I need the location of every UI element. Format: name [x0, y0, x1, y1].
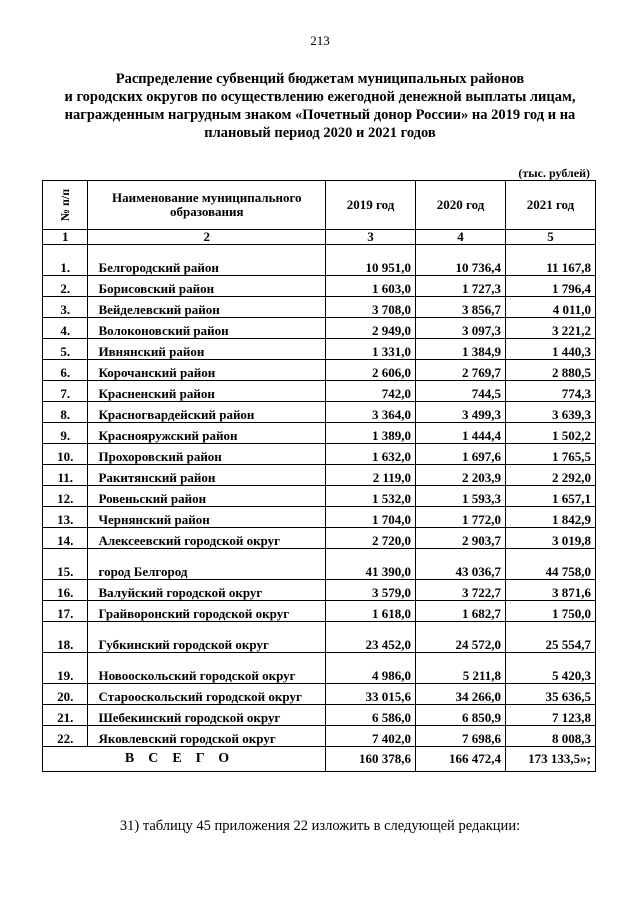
row-value-2021: 2 292,0: [505, 465, 595, 486]
row-value-2019: 3 579,0: [326, 580, 416, 601]
row-number: 3.: [43, 297, 88, 318]
row-name: Белгородский район: [88, 245, 326, 276]
row-number: 18.: [43, 622, 88, 653]
row-value-2020: 1 727,3: [416, 276, 506, 297]
title-line: Распределение субвенций бюджетам муниципальных районов: [115, 71, 525, 87]
table-row: [43, 444, 596, 465]
row-value-2021: 3 871,6: [505, 580, 595, 601]
row-value-2021: 25 554,7: [505, 622, 595, 653]
row-number: 21.: [43, 705, 88, 726]
row-value-2019: 1 618,0: [326, 601, 416, 622]
total-label: ВСЕГО: [43, 747, 326, 772]
table-row: [43, 507, 596, 528]
row-value-2019: 1 331,0: [326, 339, 416, 360]
row-number: 12.: [43, 486, 88, 507]
table-body: [43, 245, 596, 747]
row-number: 10.: [43, 444, 88, 465]
row-value-2021: 4 011,0: [505, 297, 595, 318]
row-value-2020: 1 772,0: [416, 507, 506, 528]
row-value-2019: 1 532,0: [326, 486, 416, 507]
row-value-2019: 2 720,0: [326, 528, 416, 549]
total-2021: 173 133,5»;: [505, 747, 595, 772]
row-number: 8.: [43, 402, 88, 423]
row-value-2019: 1 704,0: [326, 507, 416, 528]
total-2020: 166 472,4: [416, 747, 506, 772]
row-number: 22.: [43, 726, 88, 747]
table-row: [43, 423, 596, 444]
header-2020: 2020 год: [416, 181, 506, 230]
row-value-2021: 8 008,3: [505, 726, 595, 747]
row-value-2021: 44 758,0: [505, 549, 595, 580]
row-number: 2.: [43, 276, 88, 297]
row-name: Красногвардейский район: [88, 402, 326, 423]
row-number: 11.: [43, 465, 88, 486]
row-value-2021: 1 657,1: [505, 486, 595, 507]
row-value-2020: 1 444,4: [416, 423, 506, 444]
row-number: 6.: [43, 360, 88, 381]
table-row: [43, 339, 596, 360]
table-row: [43, 360, 596, 381]
row-value-2019: 2 606,0: [326, 360, 416, 381]
row-name: Корочанский район: [88, 360, 326, 381]
row-value-2019: 3 708,0: [326, 297, 416, 318]
row-value-2020: 7 698,6: [416, 726, 506, 747]
title-line: и городских округов по осуществлению ежегодной денежной выплаты лицам,: [64, 89, 576, 105]
row-value-2020: 3 097,3: [416, 318, 506, 339]
row-number: 4.: [43, 318, 88, 339]
header-num-label: № п/п: [58, 188, 73, 222]
header-name: Наименование муниципального образования: [88, 181, 326, 230]
header-num: [43, 181, 88, 230]
row-value-2020: 10 736,4: [416, 245, 506, 276]
row-value-2020: 1 384,9: [416, 339, 506, 360]
row-value-2021: 2 880,5: [505, 360, 595, 381]
table-row: [43, 486, 596, 507]
row-value-2021: 5 420,3: [505, 653, 595, 684]
title-line: плановый период 2020 и 2021 годов: [204, 125, 436, 141]
units-label: (тыс. рублей): [518, 166, 590, 180]
row-name: Краснояружский район: [88, 423, 326, 444]
row-value-2019: 41 390,0: [326, 549, 416, 580]
table-row: [43, 276, 596, 297]
table-row: [43, 402, 596, 423]
row-number: 15.: [43, 549, 88, 580]
row-value-2020: 2 203,9: [416, 465, 506, 486]
row-name: Волоконовский район: [88, 318, 326, 339]
row-value-2021: 3 221,2: [505, 318, 595, 339]
row-name: город Белгород: [88, 549, 326, 580]
row-number: 7.: [43, 381, 88, 402]
table-row: [43, 653, 596, 684]
row-value-2020: 3 499,3: [416, 402, 506, 423]
row-value-2021: 3 639,3: [505, 402, 595, 423]
header-2021: 2021 год: [505, 181, 595, 230]
title-line: награжденным нагрудным знаком «Почетный донор России» на 2019 год и на: [64, 107, 576, 123]
row-number: 16.: [43, 580, 88, 601]
table-row: [43, 297, 596, 318]
row-name: Грайворонский городской округ: [88, 601, 326, 622]
row-value-2020: 5 211,8: [416, 653, 506, 684]
subvention-table: [42, 180, 596, 772]
row-value-2019: 23 452,0: [326, 622, 416, 653]
row-value-2020: 1 697,6: [416, 444, 506, 465]
row-value-2020: 3 856,7: [416, 297, 506, 318]
row-value-2019: 1 389,0: [326, 423, 416, 444]
row-value-2019: 2 119,0: [326, 465, 416, 486]
row-value-2021: 1 750,0: [505, 601, 595, 622]
row-name: Красненский район: [88, 381, 326, 402]
row-value-2019: 10 951,0: [326, 245, 416, 276]
table-row: [43, 580, 596, 601]
row-value-2021: 1 842,9: [505, 507, 595, 528]
row-value-2021: 774,3: [505, 381, 595, 402]
table-row: [43, 601, 596, 622]
table-header-row: [43, 181, 596, 230]
row-value-2021: 3 019,8: [505, 528, 595, 549]
row-number: 17.: [43, 601, 88, 622]
row-value-2019: 7 402,0: [326, 726, 416, 747]
row-value-2020: 744,5: [416, 381, 506, 402]
row-name: Новооскольский городской округ: [88, 653, 326, 684]
row-value-2021: 11 167,8: [505, 245, 595, 276]
row-value-2020: 1 682,7: [416, 601, 506, 622]
row-name: Яковлевский городской округ: [88, 726, 326, 747]
row-value-2021: 1 502,2: [505, 423, 595, 444]
row-value-2020: 24 572,0: [416, 622, 506, 653]
row-name: Прохоровский район: [88, 444, 326, 465]
row-value-2020: 43 036,7: [416, 549, 506, 580]
row-value-2019: 6 586,0: [326, 705, 416, 726]
row-name: Старооскольский городской округ: [88, 684, 326, 705]
row-number: 13.: [43, 507, 88, 528]
row-number: 20.: [43, 684, 88, 705]
row-name: Шебекинский городской округ: [88, 705, 326, 726]
row-name: Губкинский городской округ: [88, 622, 326, 653]
header-2019: 2019 год: [326, 181, 416, 230]
row-value-2021: 1 765,5: [505, 444, 595, 465]
row-name: Валуйский городской округ: [88, 580, 326, 601]
row-value-2021: 1 796,4: [505, 276, 595, 297]
table-row: [43, 622, 596, 653]
table-row: [43, 381, 596, 402]
row-value-2020: 1 593,3: [416, 486, 506, 507]
row-name: Алексеевский городской округ: [88, 528, 326, 549]
column-index: 2: [88, 230, 326, 245]
total-2019: 160 378,6: [326, 747, 416, 772]
row-value-2020: 34 266,0: [416, 684, 506, 705]
row-value-2019: 742,0: [326, 381, 416, 402]
document-title: [30, 70, 610, 142]
column-index: 5: [505, 230, 595, 245]
table-row: [43, 705, 596, 726]
row-value-2020: 2 903,7: [416, 528, 506, 549]
row-name: Ивнянский район: [88, 339, 326, 360]
row-number: 19.: [43, 653, 88, 684]
row-value-2020: 2 769,7: [416, 360, 506, 381]
table-row: [43, 726, 596, 747]
row-number: 9.: [43, 423, 88, 444]
total-row: [43, 747, 596, 772]
row-number: 5.: [43, 339, 88, 360]
row-name: Ровеньский район: [88, 486, 326, 507]
row-value-2020: 6 850,9: [416, 705, 506, 726]
row-value-2019: 3 364,0: [326, 402, 416, 423]
row-value-2019: 1 632,0: [326, 444, 416, 465]
row-value-2019: 4 986,0: [326, 653, 416, 684]
table-row: [43, 528, 596, 549]
row-value-2021: 1 440,3: [505, 339, 595, 360]
row-name: Чернянский район: [88, 507, 326, 528]
table-row: [43, 245, 596, 276]
row-name: Вейделевский район: [88, 297, 326, 318]
table-row: [43, 318, 596, 339]
column-index: 3: [326, 230, 416, 245]
table-row: [43, 465, 596, 486]
column-index: 4: [416, 230, 506, 245]
row-name: Борисовский район: [88, 276, 326, 297]
row-value-2021: 35 636,5: [505, 684, 595, 705]
column-index-row: [43, 230, 596, 245]
page-number: 213: [310, 33, 330, 48]
table-row: [43, 549, 596, 580]
row-value-2021: 7 123,8: [505, 705, 595, 726]
row-value-2019: 1 603,0: [326, 276, 416, 297]
row-number: 14.: [43, 528, 88, 549]
row-value-2019: 33 015,6: [326, 684, 416, 705]
row-name: Ракитянский район: [88, 465, 326, 486]
column-index: 1: [43, 230, 88, 245]
row-value-2020: 3 722,7: [416, 580, 506, 601]
table-row: [43, 684, 596, 705]
row-number: 1.: [43, 245, 88, 276]
row-value-2019: 2 949,0: [326, 318, 416, 339]
footer-text: 31) таблицу 45 приложения 22 изложить в следующей редакции:: [119, 818, 521, 834]
